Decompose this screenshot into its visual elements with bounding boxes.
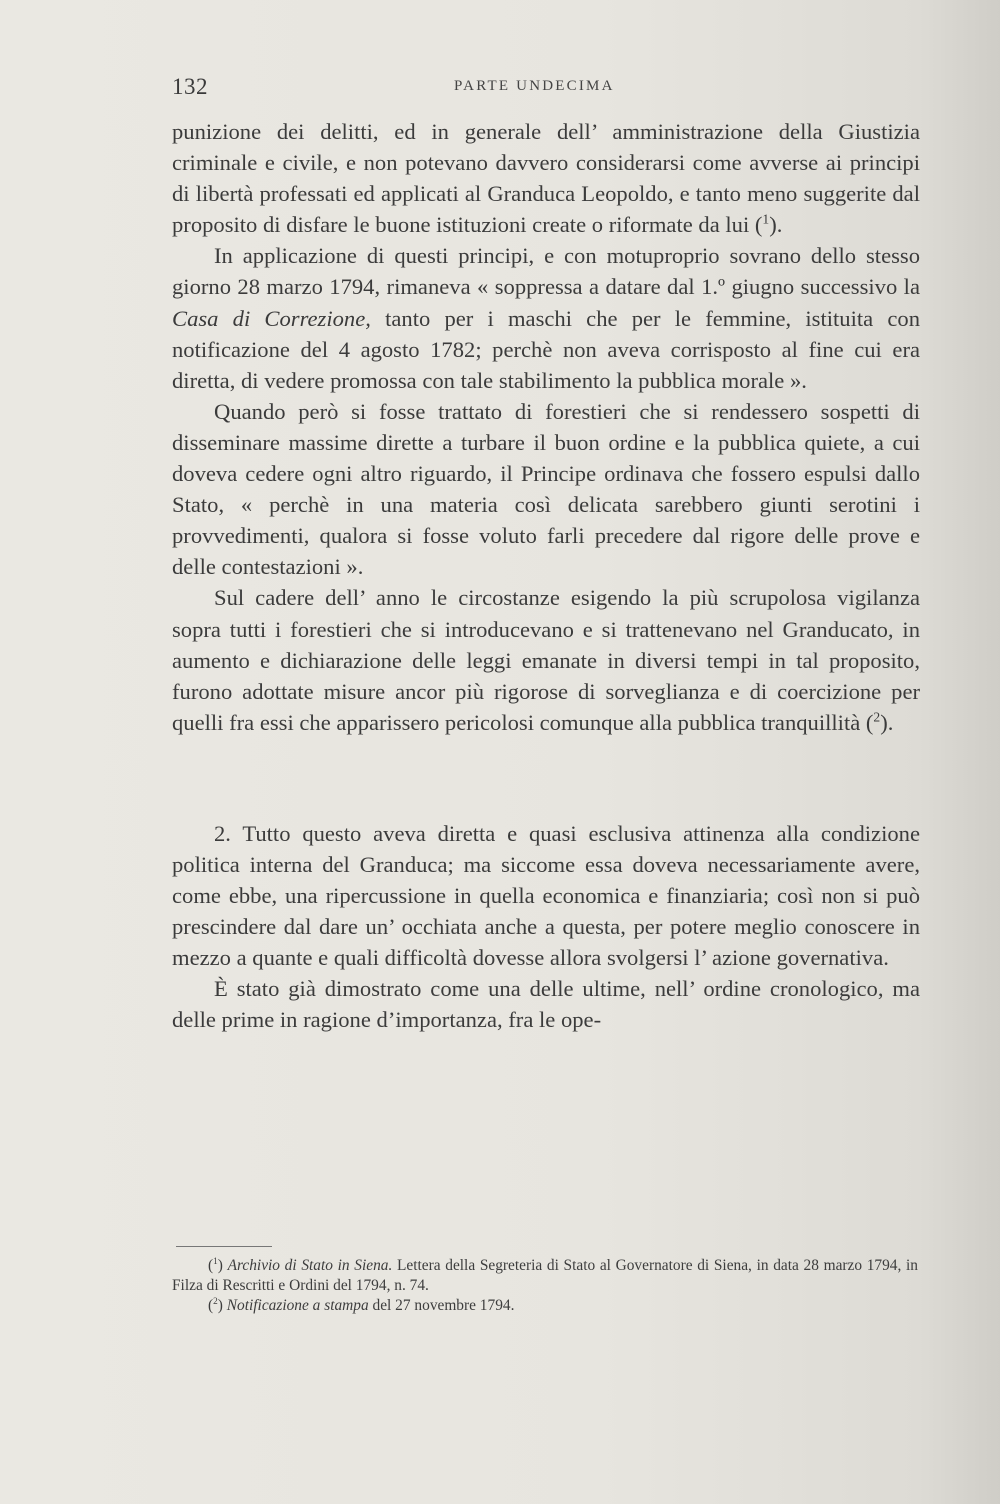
text-run: Sul cadere dell’ anno le circostanze esigendo la più scrupolosa vigilanza sopra tutti i forestieri che si introducevano e si trattenevano nel Granducato, in aumento e dichiarazione delle leggi emanate in diversi tempi in tal proposito, furono adottate misure ancor più rigorose di sorveglianza e di coercizione per quelli fra essi che apparissero pericolosi comunque alla pubblica tranquillità ( [172, 585, 920, 735]
text-run: È stato già dimostrato come una delle ultime, nell’ ordine cronologico, ma delle prime in ragione d’importanza, fra le ope- [172, 976, 920, 1033]
text-run: 2. Tutto questo aveva diretta e quasi esclusiva attinenza alla condizione politica interna del Granduca; ma siccome essa doveva necessariamente avere, come ebbe, una ripercussione in quella economica e finanziaria; così non si può prescindere dal dare un’ occhiata anche a questa, per potere meglio conoscere in mezzo a quante e quali difficoltà dovesse allora svolgersi l’ azione governativa. [172, 820, 920, 971]
paragraph-section-2 [172, 818, 920, 973]
italic-text: Notificazione a stampa [226, 1297, 369, 1314]
paragraph-vigilanza [172, 582, 920, 737]
running-title: PARTE UNDECIMA [454, 78, 615, 94]
text-run: ). [880, 709, 894, 735]
text-run: ) [217, 1297, 227, 1314]
text-run: tanto per i maschi che per le femmine, istituita con notificazione del 4 agosto 1782; perchè non aveva corrisposto al fine cui era diretta, di vedere promossa con tale stabilimento la pubblica morale ». [172, 305, 920, 393]
italic-text: Archivio di Stato in Siena. [227, 1257, 393, 1274]
paragraph-continuation [172, 116, 920, 240]
text-run: In applicazione di questi principi, e con motuproprio sovrano dello stesso giorno 28 marzo 1794, rimaneva « soppressa a datare dal 1.º giugno successivo la [172, 243, 920, 300]
italic-text: Casa di Correzione, [172, 305, 371, 331]
footnote-2 [172, 1296, 918, 1316]
text-run: del 27 novembre 1794. [368, 1297, 515, 1314]
text-run: punizione dei delitti, ed in generale dell’ amministrazione della Giustizia criminale e civile, e non potevano davvero considerarsi come avverse ai principi di libertà professati ed applicati al Granduca Leopoldo, e tanto meno suggerite dal proposito di disfare le buone istituzioni create o riformate da lui ( [172, 119, 920, 238]
text-run: ). [769, 212, 783, 238]
footnotes [172, 1256, 918, 1316]
section-gap [172, 738, 920, 818]
text-run: Lettera della Segreteria di Stato al Governatore di Siena, in data 28 marzo 1794, in Filza di Rescritti e Ordini del 1794, n. 74. [172, 1257, 918, 1294]
footnote-ref: 1 [213, 1255, 218, 1266]
page-header [172, 72, 920, 108]
footnote-1 [172, 1256, 918, 1296]
body-text [172, 116, 920, 1036]
footnote-ref: 2 [213, 1295, 218, 1306]
footnote-ref: 2 [873, 709, 881, 725]
paragraph-motuproprio [172, 240, 920, 395]
text-run: ( [208, 1297, 214, 1314]
footnote-ref: 1 [762, 211, 770, 227]
paragraph-ultime [172, 973, 920, 1035]
footnote-rule [176, 1246, 272, 1247]
paragraph-forestieri [172, 396, 920, 583]
text-run: Quando però si fosse trattato di forestieri che si rendessero sospetti di disseminare massime dirette a turbare il buon ordine e la pubblica quiete, a cui doveva cedere ogni altro riguardo, il Principe ordinava che fossero espulsi dallo Stato, « perchè in una materia così delicata sarebbero giunti serotini i provvedimenti, qualora si fosse voluto farli precedere dal rigore delle prove e delle contestazioni ». [172, 398, 920, 580]
text-run: ) [217, 1257, 228, 1274]
page-number: 132 [172, 74, 208, 99]
text-run: ( [208, 1257, 214, 1274]
